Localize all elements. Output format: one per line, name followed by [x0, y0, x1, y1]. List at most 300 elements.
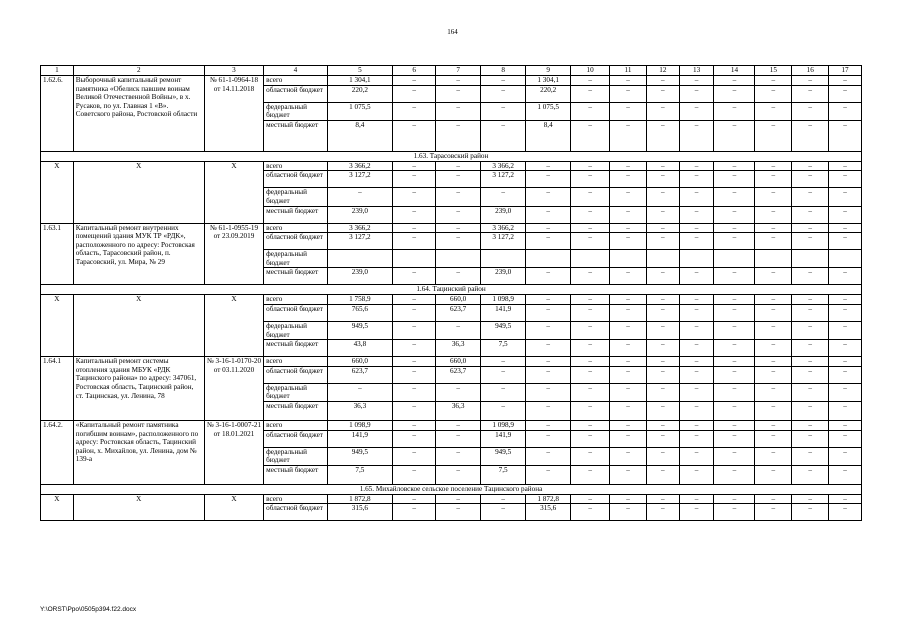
funding-source: местный бюджет: [264, 206, 327, 223]
funding-source: всего: [264, 161, 327, 171]
column-number: 1: [41, 66, 74, 76]
value-cell: 3 127,2: [327, 233, 393, 250]
value-cell: –: [571, 504, 610, 521]
project-name: Капитальный ремонт системы отопления здания МБУК «РДК Тацинского района» по адресу: 347061, Ростовская область, Тацинский район, ст. Тацинская, ул. Ленина, 78: [73, 357, 204, 421]
project-id: X: [41, 494, 74, 521]
value-cell: 660,0: [327, 357, 393, 367]
value-cell: 36,3: [436, 340, 481, 357]
value-cell: –: [829, 188, 862, 206]
value-cell: –: [792, 430, 829, 447]
value-cell: –: [792, 401, 829, 420]
value-cell: –: [571, 161, 610, 171]
funding-source: всего: [264, 76, 327, 86]
value-cell: 1 098,9: [481, 420, 526, 430]
value-cell: –: [829, 357, 862, 367]
value-cell: –: [646, 401, 679, 420]
value-cell: –: [679, 447, 714, 465]
value-cell: 3 366,2: [481, 223, 526, 233]
value-cell: –: [646, 447, 679, 465]
value-cell: –: [571, 76, 610, 86]
value-cell: –: [610, 161, 647, 171]
value-cell: –: [571, 233, 610, 250]
project-document: X: [204, 161, 263, 223]
value-cell: –: [679, 171, 714, 188]
value-cell: 220,2: [327, 85, 393, 102]
value-cell: –: [679, 120, 714, 151]
value-cell: –: [755, 304, 792, 321]
value-cell: –: [792, 76, 829, 86]
value-cell: –: [714, 233, 755, 250]
value-cell: –: [679, 420, 714, 430]
value-cell: –: [792, 268, 829, 285]
value-cell: –: [829, 102, 862, 120]
value-cell: –: [610, 447, 647, 465]
value-cell: –: [327, 383, 393, 401]
value-cell: –: [679, 268, 714, 285]
value-cell: –: [571, 465, 610, 484]
column-number: 14: [714, 66, 755, 76]
value-cell: 1 872,8: [327, 494, 393, 504]
value-cell: –: [526, 295, 571, 305]
value-cell: –: [526, 268, 571, 285]
column-number: 2: [73, 66, 204, 76]
value-cell: [327, 250, 393, 268]
value-cell: –: [646, 171, 679, 188]
value-cell: –: [436, 430, 481, 447]
funding-source: областной бюджет: [264, 430, 327, 447]
value-cell: –: [755, 447, 792, 465]
value-cell: –: [610, 340, 647, 357]
value-cell: –: [436, 120, 481, 151]
value-cell: –: [714, 430, 755, 447]
value-cell: –: [526, 447, 571, 465]
value-cell: –: [792, 85, 829, 102]
value-cell: 315,6: [327, 504, 393, 521]
value-cell: –: [610, 268, 647, 285]
value-cell: –: [571, 206, 610, 223]
value-cell: –: [481, 85, 526, 102]
value-cell: –: [679, 383, 714, 401]
value-cell: –: [829, 206, 862, 223]
value-cell: –: [526, 321, 571, 339]
value-cell: –: [571, 420, 610, 430]
value-cell: –: [792, 447, 829, 465]
funding-source: федеральный бюджет: [264, 188, 327, 206]
value-cell: –: [679, 102, 714, 120]
value-cell: –: [679, 430, 714, 447]
value-cell: 239,0: [327, 206, 393, 223]
value-cell: –: [679, 206, 714, 223]
value-cell: –: [755, 494, 792, 504]
value-cell: –: [755, 233, 792, 250]
funding-source: федеральный бюджет: [264, 321, 327, 339]
value-cell: 1 098,9: [327, 420, 393, 430]
section-row: [41, 484, 862, 494]
value-cell: 7,5: [481, 465, 526, 484]
value-cell: –: [646, 233, 679, 250]
value-cell: –: [829, 340, 862, 357]
value-cell: –: [829, 85, 862, 102]
value-cell: [646, 250, 679, 268]
value-cell: –: [714, 366, 755, 383]
column-number: 15: [755, 66, 792, 76]
funding-source: местный бюджет: [264, 268, 327, 285]
value-cell: –: [393, 85, 436, 102]
column-number: 16: [792, 66, 829, 76]
value-cell: –: [481, 504, 526, 521]
value-cell: 949,5: [327, 447, 393, 465]
value-cell: –: [646, 383, 679, 401]
value-cell: –: [526, 161, 571, 171]
value-cell: –: [393, 76, 436, 86]
section-row: [41, 151, 862, 161]
funding-source: всего: [264, 420, 327, 430]
value-cell: –: [829, 268, 862, 285]
value-cell: –: [792, 383, 829, 401]
table-row: [41, 494, 862, 504]
value-cell: –: [526, 430, 571, 447]
value-cell: –: [610, 304, 647, 321]
value-cell: –: [436, 321, 481, 339]
value-cell: –: [829, 465, 862, 484]
value-cell: 3 366,2: [327, 223, 393, 233]
value-cell: –: [526, 188, 571, 206]
value-cell: 623,7: [327, 366, 393, 383]
value-cell: [610, 250, 647, 268]
column-number: 6: [393, 66, 436, 76]
value-cell: –: [393, 171, 436, 188]
value-cell: –: [526, 340, 571, 357]
value-cell: –: [646, 357, 679, 367]
value-cell: –: [436, 420, 481, 430]
value-cell: –: [393, 494, 436, 504]
value-cell: –: [571, 268, 610, 285]
value-cell: –: [436, 102, 481, 120]
value-cell: –: [755, 321, 792, 339]
value-cell: –: [610, 420, 647, 430]
value-cell: –: [610, 401, 647, 420]
table-row: [41, 420, 862, 430]
value-cell: –: [755, 171, 792, 188]
value-cell: –: [571, 494, 610, 504]
value-cell: –: [526, 223, 571, 233]
value-cell: –: [571, 401, 610, 420]
value-cell: 1 304,1: [526, 76, 571, 86]
value-cell: –: [755, 85, 792, 102]
value-cell: –: [526, 420, 571, 430]
value-cell: –: [714, 447, 755, 465]
value-cell: –: [646, 420, 679, 430]
value-cell: –: [646, 494, 679, 504]
value-cell: –: [792, 120, 829, 151]
value-cell: 141,9: [481, 430, 526, 447]
project-id: 1.64.1: [41, 357, 74, 421]
project-id: 1.62.6.: [41, 76, 74, 152]
value-cell: –: [755, 430, 792, 447]
project-name: X: [73, 161, 204, 223]
value-cell: –: [436, 383, 481, 401]
value-cell: –: [829, 76, 862, 86]
value-cell: –: [829, 161, 862, 171]
value-cell: –: [679, 85, 714, 102]
project-id: X: [41, 161, 74, 223]
value-cell: –: [646, 295, 679, 305]
value-cell: –: [792, 102, 829, 120]
value-cell: –: [714, 223, 755, 233]
value-cell: –: [679, 357, 714, 367]
value-cell: –: [792, 304, 829, 321]
value-cell: –: [393, 383, 436, 401]
value-cell: –: [393, 295, 436, 305]
value-cell: –: [481, 366, 526, 383]
value-cell: 220,2: [526, 85, 571, 102]
value-cell: 36,3: [436, 401, 481, 420]
value-cell: –: [755, 161, 792, 171]
value-cell: –: [393, 120, 436, 151]
value-cell: –: [792, 366, 829, 383]
project-name: Выборочный капитальный ремонт памятника «Обелиск павшим воинам Великой Отечественной Войны», в х. Русаков, по ул. Главная 1 «В». Советского района, Ростовской области: [73, 76, 204, 152]
value-cell: –: [755, 76, 792, 86]
funding-source: федеральный бюджет: [264, 383, 327, 401]
value-cell: –: [571, 447, 610, 465]
value-cell: –: [679, 465, 714, 484]
project-id: 1.64.2.: [41, 420, 74, 484]
value-cell: –: [792, 357, 829, 367]
value-cell: [714, 250, 755, 268]
section-title: 1.65. Михайловское сельское поселение Тацинского района: [41, 484, 862, 494]
column-number: 4: [264, 66, 327, 76]
value-cell: –: [792, 420, 829, 430]
value-cell: –: [610, 102, 647, 120]
value-cell: –: [646, 430, 679, 447]
value-cell: –: [571, 366, 610, 383]
value-cell: –: [393, 102, 436, 120]
value-cell: –: [829, 504, 862, 521]
value-cell: –: [393, 206, 436, 223]
value-cell: –: [481, 188, 526, 206]
funding-source: местный бюджет: [264, 120, 327, 151]
value-cell: –: [714, 76, 755, 86]
value-cell: –: [714, 268, 755, 285]
funding-source: областной бюджет: [264, 233, 327, 250]
project-name: X: [73, 494, 204, 521]
value-cell: 765,6: [327, 304, 393, 321]
value-cell: –: [436, 188, 481, 206]
value-cell: –: [755, 295, 792, 305]
value-cell: –: [610, 494, 647, 504]
project-id: 1.63.1: [41, 223, 74, 285]
value-cell: –: [526, 357, 571, 367]
value-cell: –: [393, 504, 436, 521]
value-cell: –: [610, 233, 647, 250]
value-cell: 1 304,1: [327, 76, 393, 86]
value-cell: –: [571, 304, 610, 321]
value-cell: –: [526, 233, 571, 250]
value-cell: –: [679, 76, 714, 86]
value-cell: –: [829, 420, 862, 430]
value-cell: –: [792, 340, 829, 357]
value-cell: –: [571, 340, 610, 357]
value-cell: –: [679, 401, 714, 420]
value-cell: –: [829, 494, 862, 504]
value-cell: –: [755, 206, 792, 223]
value-cell: –: [436, 465, 481, 484]
value-cell: [393, 250, 436, 268]
value-cell: –: [755, 383, 792, 401]
column-number: 10: [571, 66, 610, 76]
value-cell: –: [792, 494, 829, 504]
value-cell: [679, 250, 714, 268]
value-cell: –: [646, 102, 679, 120]
column-number: 8: [481, 66, 526, 76]
value-cell: –: [714, 304, 755, 321]
value-cell: –: [610, 223, 647, 233]
value-cell: –: [393, 188, 436, 206]
value-cell: –: [792, 223, 829, 233]
value-cell: –: [646, 223, 679, 233]
value-cell: –: [393, 465, 436, 484]
value-cell: 1 075,5: [327, 102, 393, 120]
value-cell: –: [829, 223, 862, 233]
value-cell: –: [755, 366, 792, 383]
value-cell: –: [755, 188, 792, 206]
value-cell: –: [646, 321, 679, 339]
value-cell: –: [755, 401, 792, 420]
funding-source: местный бюджет: [264, 401, 327, 420]
value-cell: –: [610, 357, 647, 367]
value-cell: –: [393, 430, 436, 447]
value-cell: –: [714, 102, 755, 120]
value-cell: –: [714, 206, 755, 223]
value-cell: –: [679, 494, 714, 504]
value-cell: –: [526, 206, 571, 223]
funding-source: всего: [264, 295, 327, 305]
value-cell: –: [436, 494, 481, 504]
value-cell: –: [526, 401, 571, 420]
value-cell: –: [792, 188, 829, 206]
value-cell: –: [436, 85, 481, 102]
value-cell: –: [829, 120, 862, 151]
value-cell: –: [393, 340, 436, 357]
value-cell: –: [679, 304, 714, 321]
value-cell: –: [755, 420, 792, 430]
value-cell: 239,0: [481, 206, 526, 223]
value-cell: –: [571, 295, 610, 305]
value-cell: –: [679, 295, 714, 305]
value-cell: –: [755, 504, 792, 521]
value-cell: –: [714, 504, 755, 521]
project-document: № 3-16-1-0007-21 от 18.01.2021: [204, 420, 263, 484]
table-row: [41, 161, 862, 171]
value-cell: –: [393, 268, 436, 285]
value-cell: –: [571, 85, 610, 102]
value-cell: –: [792, 206, 829, 223]
value-cell: –: [646, 120, 679, 151]
page-number: 164: [447, 28, 458, 36]
value-cell: –: [755, 102, 792, 120]
value-cell: –: [679, 223, 714, 233]
value-cell: –: [646, 304, 679, 321]
value-cell: –: [714, 401, 755, 420]
value-cell: –: [393, 304, 436, 321]
value-cell: [792, 250, 829, 268]
table-row: [41, 295, 862, 305]
column-number: 17: [829, 66, 862, 76]
section-title: 1.64. Тацинский район: [41, 285, 862, 295]
project-name: Капитальный ремонт внутренних помещений здания МУК ТР «РДК», расположенного по адресу: Ростовская область, Тарасовский район, п. Тарасовский, ул. Мира, № 29: [73, 223, 204, 285]
value-cell: –: [571, 357, 610, 367]
value-cell: 949,5: [481, 447, 526, 465]
value-cell: –: [829, 447, 862, 465]
value-cell: 141,9: [327, 430, 393, 447]
value-cell: 8,4: [526, 120, 571, 151]
value-cell: –: [646, 85, 679, 102]
value-cell: –: [714, 161, 755, 171]
project-document: X: [204, 295, 263, 357]
value-cell: –: [755, 357, 792, 367]
value-cell: –: [755, 340, 792, 357]
value-cell: –: [393, 161, 436, 171]
value-cell: –: [610, 188, 647, 206]
value-cell: –: [679, 504, 714, 521]
value-cell: [481, 250, 526, 268]
value-cell: –: [481, 383, 526, 401]
value-cell: –: [571, 120, 610, 151]
value-cell: –: [610, 76, 647, 86]
funding-source: федеральный бюджет: [264, 102, 327, 120]
value-cell: –: [646, 76, 679, 86]
value-cell: –: [610, 295, 647, 305]
value-cell: –: [393, 366, 436, 383]
value-cell: –: [792, 504, 829, 521]
value-cell: –: [714, 340, 755, 357]
table-row: [41, 223, 862, 233]
value-cell: –: [526, 171, 571, 188]
value-cell: –: [792, 161, 829, 171]
value-cell: –: [829, 233, 862, 250]
value-cell: –: [393, 321, 436, 339]
funding-source: местный бюджет: [264, 465, 327, 484]
value-cell: –: [646, 268, 679, 285]
value-cell: –: [327, 188, 393, 206]
value-cell: 623,7: [436, 366, 481, 383]
funding-source: областной бюджет: [264, 504, 327, 521]
value-cell: –: [829, 401, 862, 420]
value-cell: –: [393, 401, 436, 420]
value-cell: –: [829, 383, 862, 401]
value-cell: –: [610, 465, 647, 484]
funding-source: всего: [264, 223, 327, 233]
value-cell: 3 127,2: [481, 233, 526, 250]
value-cell: –: [646, 340, 679, 357]
column-number: 7: [436, 66, 481, 76]
value-cell: –: [829, 430, 862, 447]
value-cell: –: [679, 188, 714, 206]
value-cell: –: [436, 233, 481, 250]
project-document: № 61-1-0955-19 от 23.09.2019: [204, 223, 263, 285]
value-cell: –: [646, 366, 679, 383]
value-cell: –: [714, 383, 755, 401]
value-cell: –: [436, 206, 481, 223]
value-cell: –: [571, 223, 610, 233]
funding-source: всего: [264, 494, 327, 504]
value-cell: –: [436, 504, 481, 521]
funding-source: областной бюджет: [264, 366, 327, 383]
value-cell: –: [393, 357, 436, 367]
value-cell: –: [714, 321, 755, 339]
funding-source: местный бюджет: [264, 340, 327, 357]
value-cell: –: [571, 383, 610, 401]
